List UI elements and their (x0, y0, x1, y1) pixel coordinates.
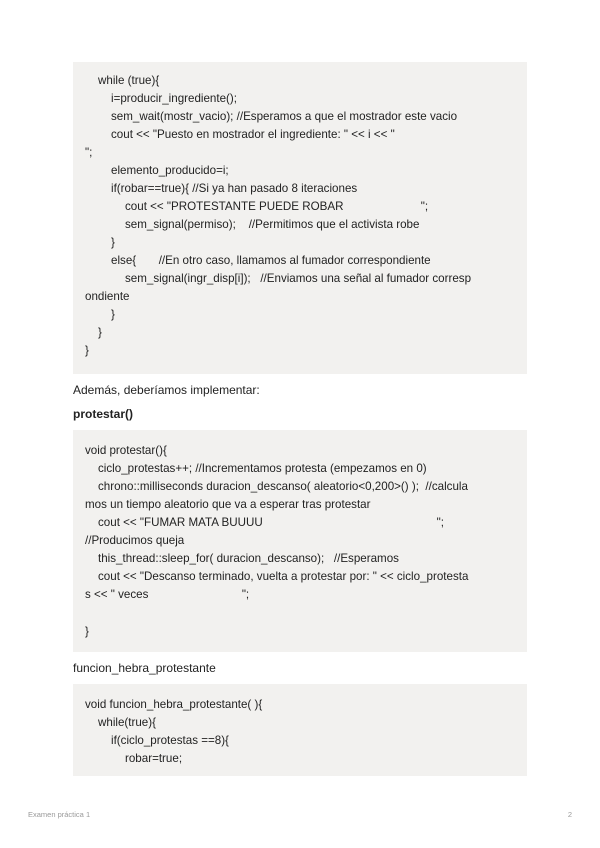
section-heading-hebra: funcion_hebra_protestante (73, 661, 216, 675)
code-block-hebra-protestante (73, 684, 527, 776)
code-line: cout << "Puesto en mostrador el ingrediente: " << i << " (111, 128, 395, 141)
code-line: while(true){ (98, 716, 156, 729)
intro-paragraph: Además, deberíamos implementar: (73, 383, 260, 397)
section-heading-protestar: protestar() (73, 407, 134, 421)
code-line: if(robar==true){ //Si ya han pasado 8 iteraciones (111, 182, 358, 195)
code-line: //Producimos queja (85, 534, 185, 547)
code-line: cout << "PROTESTANTE PUEDE ROBAR "; (125, 200, 429, 213)
code-line: ondiente (85, 290, 130, 303)
code-line: ciclo_protestas++; //Incrementamos protesta (empezamos en 0) (98, 462, 427, 475)
code-line: i=producir_ingrediente(); (111, 92, 237, 105)
code-line: robar=true; (125, 752, 183, 765)
code-line: void protestar(){ (85, 444, 167, 457)
code-line: s << " veces "; (85, 588, 250, 601)
code-line: cout << "Descanso terminado, vuelta a protestar por: " << ciclo_protesta (98, 570, 469, 583)
code-line: } (111, 308, 115, 321)
code-line: sem_wait(mostr_vacio); //Esperamos a que el mostrador este vacio (111, 110, 458, 123)
code-line: if(ciclo_protestas ==8){ (111, 734, 229, 747)
code-line: "; (85, 146, 93, 159)
code-line: elemento_producido=i; (111, 164, 229, 177)
code-line: } (85, 625, 89, 638)
code-block-protestar (73, 430, 527, 652)
code-block-main-loop (73, 62, 527, 374)
code-line: this_thread::sleep_for( duracion_descanso); //Esperamos (98, 552, 399, 565)
code-line: sem_signal(permiso); //Permitimos que el activista robe (125, 218, 420, 231)
code-line: cout << "FUMAR MATA BUUUU "; (98, 516, 445, 529)
code-line: } (98, 326, 102, 339)
code-line: chrono::milliseconds duracion_descanso( aleatorio<0,200>() ); //calcula (98, 480, 468, 493)
code-line: } (85, 344, 89, 357)
code-line: } (111, 236, 115, 249)
code-line: void funcion_hebra_protestante( ){ (85, 698, 263, 711)
code-line: sem_signal(ingr_disp[i]); //Enviamos una señal al fumador corresp (125, 272, 472, 285)
code-line: else{ //En otro caso, llamamos al fumador correspondiente (111, 254, 431, 267)
footer-title: Examen práctica 1 (28, 810, 91, 819)
code-line: while (true){ (98, 74, 160, 87)
page-number: 2 (567, 810, 572, 819)
code-line: mos un tiempo aleatorio que va a esperar tras protestar (85, 498, 371, 511)
